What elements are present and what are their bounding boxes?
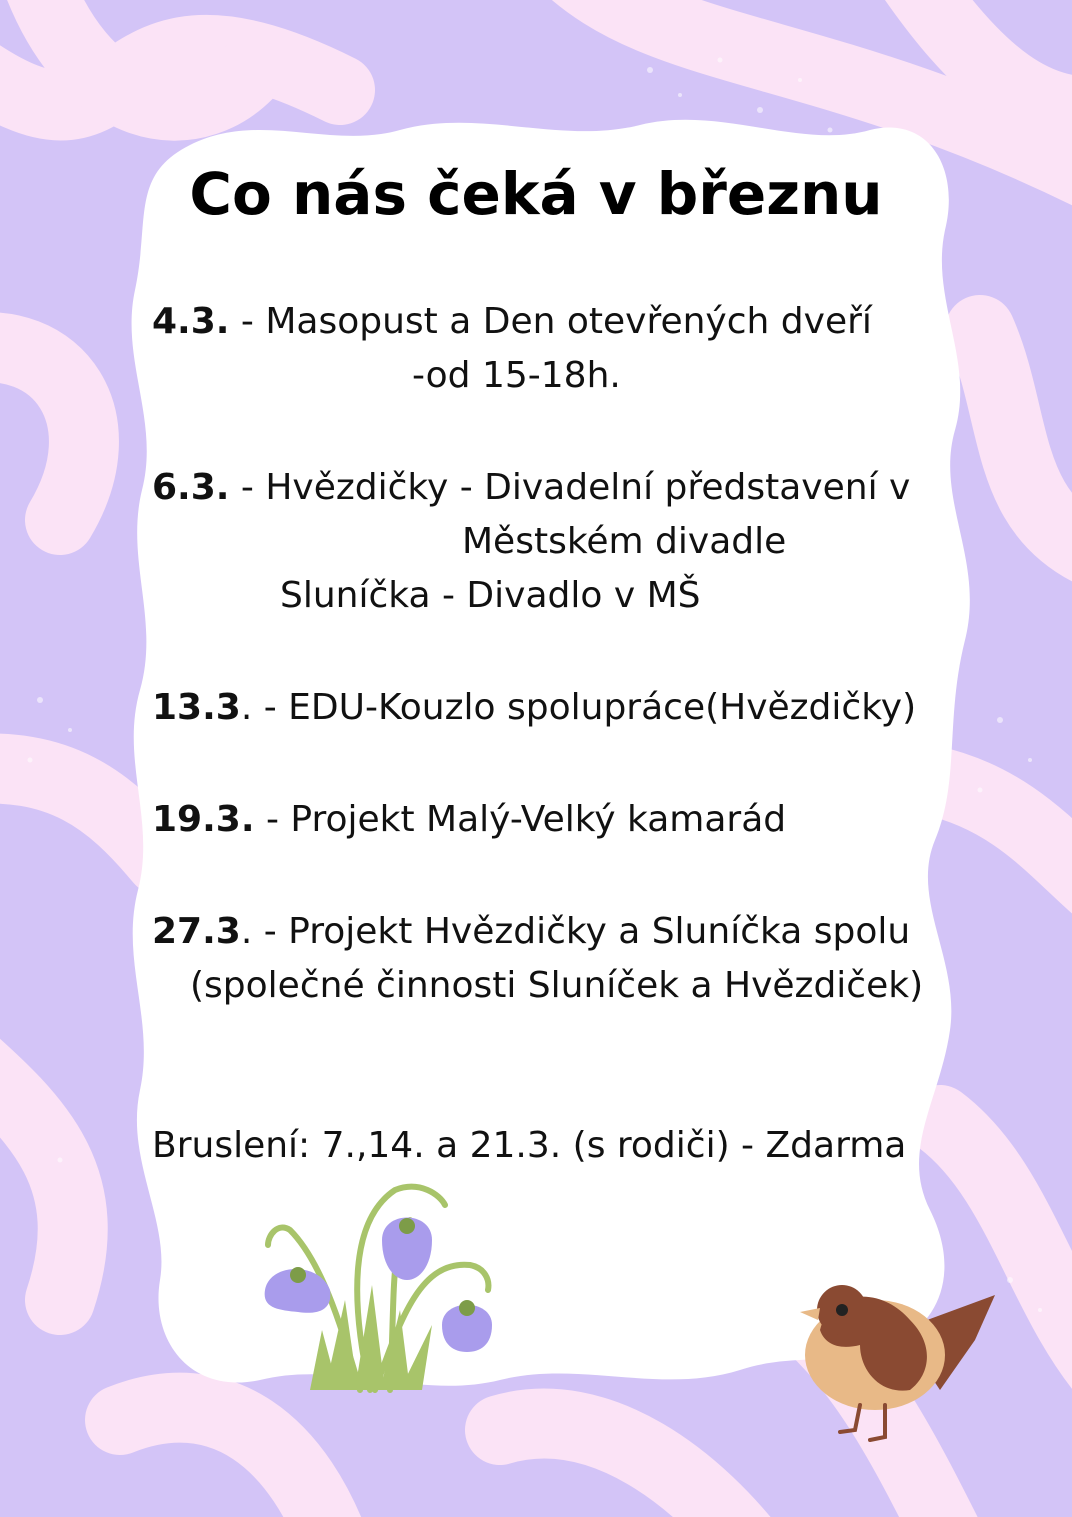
event-text: Projekt Malý-Velký kamarád (290, 799, 787, 840)
event-date: 13.3 (152, 687, 241, 728)
event-separator: . - (240, 911, 289, 952)
event-extra: (společné činnosti Sluníček a Hvězdiček) (190, 965, 924, 1006)
event-line (152, 910, 910, 953)
event-date: 6.3. (152, 467, 230, 508)
event-separator: - (229, 467, 266, 508)
event-extra: -od 15-18h. (412, 355, 621, 396)
event-date: 27.3 (152, 911, 241, 952)
event-separator: . - (240, 687, 289, 728)
event-extra: Městském divadle (462, 521, 787, 562)
event-line (152, 686, 916, 729)
wren-bird-illustration (800, 1285, 995, 1440)
event-text: Masopust a Den otevřených dveří (265, 301, 872, 342)
event-separator: - (254, 799, 291, 840)
event-date: 4.3. (152, 301, 230, 342)
event-separator: - (229, 301, 266, 342)
event-date: 19.3. (152, 799, 255, 840)
event-text: Hvězdičky - Divadelní představení v (265, 467, 911, 508)
event-line (152, 466, 910, 509)
event-text: Projekt Hvězdičky a Sluníčka spolu (288, 911, 911, 952)
event-extra: Sluníčka - Divadlo v MŠ (280, 575, 701, 616)
event-text: EDU-Kouzlo spolupráce(Hvězdičky) (288, 687, 917, 728)
event-line (152, 798, 786, 841)
page-title: Co nás čeká v březnu (189, 160, 883, 228)
event-line (152, 300, 872, 343)
skating-note: Bruslení: 7.,14. a 21.3. (s rodiči) - Zdarma (152, 1125, 907, 1166)
